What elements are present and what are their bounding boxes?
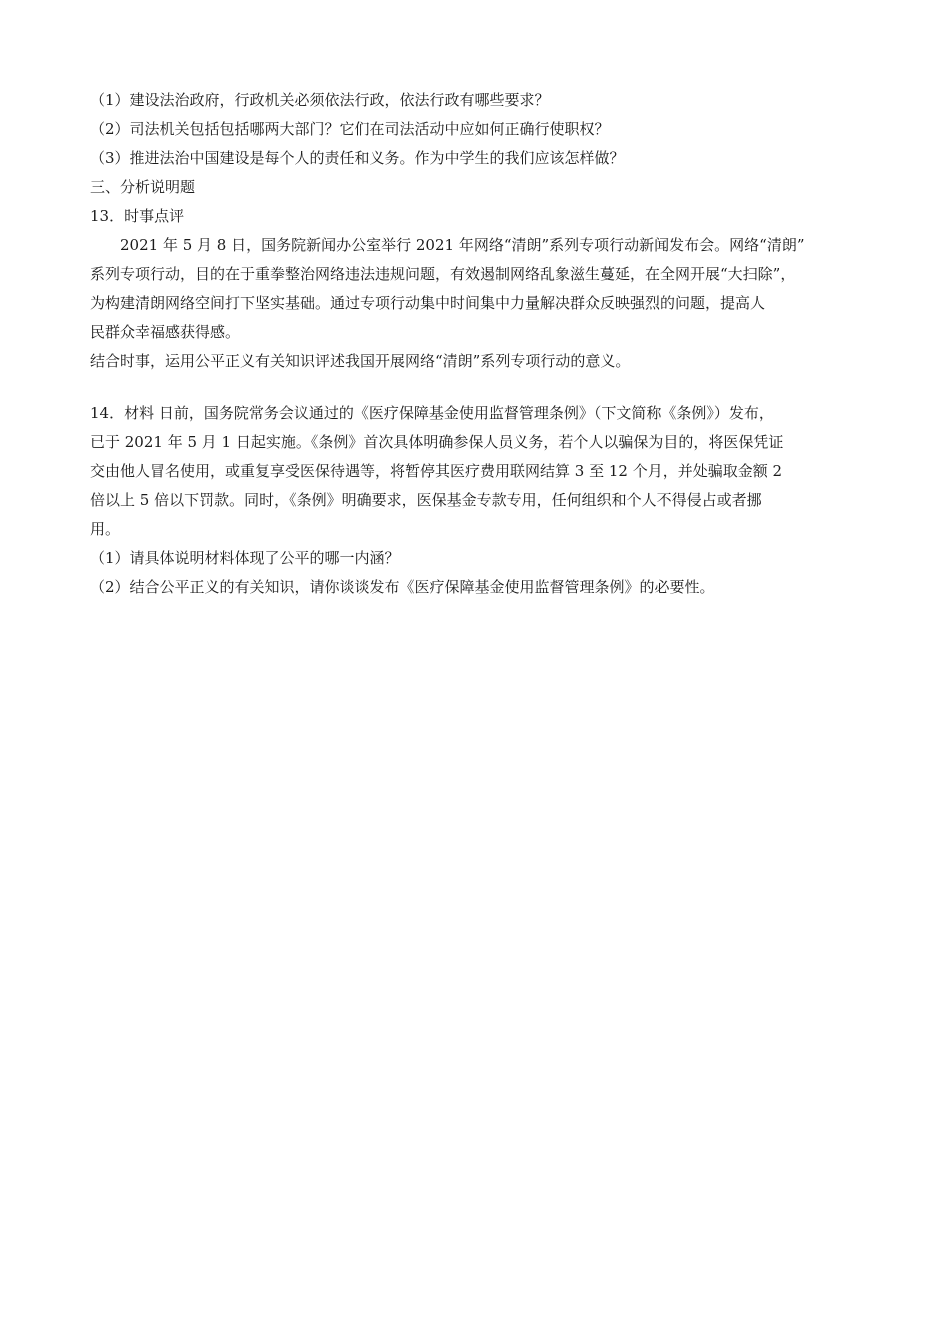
q14-material-line: 用。 bbox=[90, 520, 121, 538]
q14-material-line: 倍以上 5 倍以下罚款。同时，《条例》明确要求，医保基金专款专用，任何组织和个人不得侵占或者挪 bbox=[90, 491, 762, 509]
q13-task: 结合时事，运用公平正义有关知识评述我国开展网络“清朗”系列专项行动的意义。 bbox=[90, 352, 631, 370]
q14-sub-question: （1）请具体说明材料体现了公平的哪一内涵？ bbox=[90, 549, 400, 567]
document-page bbox=[90, 86, 865, 602]
section-title: 三、分析说明题 bbox=[90, 178, 196, 196]
q13-material-line: 民群众幸福感获得感。 bbox=[90, 323, 241, 341]
q14-material-line: 交由他人冒名使用，或重复享受医保待遇等，将暂停其医疗费用联网结算 3 至 12 个月，并处骗取金额 2 bbox=[90, 462, 783, 480]
q13-material-line: 2021 年 5 月 8 日，国务院新闻办公室举行 2021 年网络“清朗”系列专项行动新闻发布会。网络“清朗” bbox=[120, 236, 805, 254]
q13-material-line: 系列专项行动，目的在于重拳整治网络违法违规问题，有效遏制网络乱象滋生蔓延，在全网开展“大扫除”， bbox=[90, 265, 796, 283]
q13-material-line: 为构建清朗网络空间打下坚实基础。通过专项行动集中时间集中力量解决群众反映强烈的问题，提高人 bbox=[90, 294, 766, 312]
question-line: （1）建设法治政府，行政机关必须依法行政，依法行政有哪些要求？ bbox=[90, 91, 550, 109]
question-line: （3）推进法治中国建设是每个人的责任和义务。作为中学生的我们应该怎样做？ bbox=[90, 149, 625, 167]
question-line: （2）司法机关包括包括哪两大部门？它们在司法活动中应如何正确行使职权？ bbox=[90, 120, 610, 138]
q14-material-line: 已于 2021 年 5 月 1 日起实施。《条例》首次具体明确参保人员义务，若个人以骗保为目的，将医保凭证 bbox=[90, 433, 784, 451]
spacer bbox=[90, 376, 865, 399]
q13-title: 13．时事点评 bbox=[90, 207, 185, 225]
q14-material-line: 14．材料 日前，国务院常务会议通过的《医疗保障基金使用监督管理条例》（下文简称《条例》）发布， bbox=[90, 404, 774, 422]
q14-sub-question: （2）结合公平正义的有关知识，请你谈谈发布《医疗保障基金使用监督管理条例》的必要性。 bbox=[90, 578, 715, 596]
